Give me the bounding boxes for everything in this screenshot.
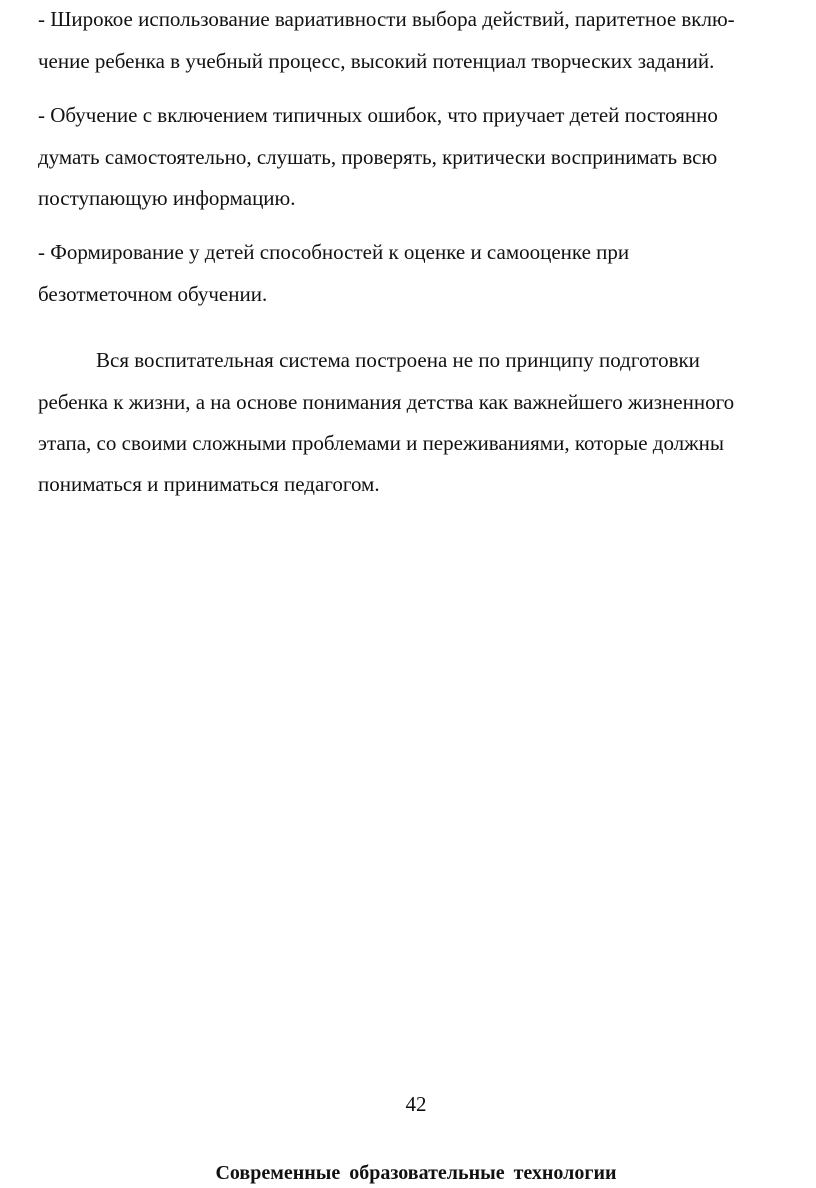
document-page (38, 0, 794, 1188)
bullet-2-line-2: думать самостоятельно, слушать, проверять, критически воспринимать всю (38, 145, 718, 169)
footer-title: Современные образовательные технологии (215, 1162, 617, 1184)
paragraph-line-2: ребенка к жизни, а на основе понимания детства как важнейшего жизненного (38, 390, 735, 414)
bullet-3-line-1: - Формирование у детей способностей к оценке и самооценке при (38, 240, 630, 264)
paragraph-line-3: этапа, со своими сложными проблемами и переживаниями, которые должны (38, 431, 725, 455)
page-number: 42 (405, 1092, 427, 1116)
bullet-1-line-2: чение ребенка в учебный процесс, высокий потенциал творческих заданий. (38, 49, 715, 73)
bullet-2-line-3: поступающую информацию. (38, 186, 296, 210)
paragraph-line-4: пониматься и приниматься педагогом. (38, 472, 380, 496)
bullet-1-line-1: - Широкое использование вариативности выбора действий, паритетное вклю- (38, 7, 735, 31)
bullet-3-line-2: безотметочном обучении. (38, 282, 268, 306)
paragraph-line-1: Вся воспитательная система построена не по принципу подготовки (96, 348, 700, 372)
bullet-2-line-1: - Обучение с включением типичных ошибок, что приучает детей постоянно (38, 103, 718, 127)
